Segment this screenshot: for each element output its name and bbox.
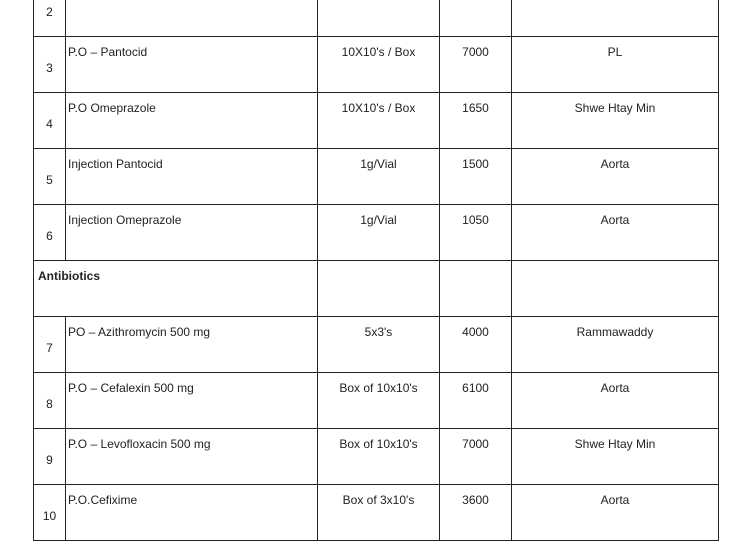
table-row xyxy=(34,429,719,485)
medicine-name xyxy=(66,0,318,37)
price: 1650 xyxy=(440,93,512,149)
row-number: 5 xyxy=(34,149,66,205)
row-number: 2 xyxy=(34,0,66,37)
pack-size: 1g/Vial xyxy=(318,205,440,261)
price: 1500 xyxy=(440,149,512,205)
table-row xyxy=(34,205,719,261)
supplier xyxy=(512,0,719,37)
table-row xyxy=(34,485,719,541)
empty-cell xyxy=(440,261,512,317)
row-number: 8 xyxy=(34,373,66,429)
row-number: 6 xyxy=(34,205,66,261)
table-row xyxy=(34,373,719,429)
section-title: Antibiotics xyxy=(34,261,318,317)
supplier: Shwe Htay Min xyxy=(512,429,719,485)
medicine-name: P.O – Levofloxacin 500 mg xyxy=(66,429,318,485)
row-number: 4 xyxy=(34,93,66,149)
medicine-name: P.O.Cefixime xyxy=(66,485,318,541)
pack-size: 10X10's / Box xyxy=(318,93,440,149)
row-number: 7 xyxy=(34,317,66,373)
pack-size: Box of 10x10's xyxy=(318,373,440,429)
price xyxy=(440,0,512,37)
medicine-name: P.O – Cefalexin 500 mg xyxy=(66,373,318,429)
row-number: 9 xyxy=(34,429,66,485)
supplier: Aorta xyxy=(512,373,719,429)
supplier: PL xyxy=(512,37,719,93)
medicine-name: Injection Omeprazole xyxy=(66,205,318,261)
price: 1050 xyxy=(440,205,512,261)
empty-cell xyxy=(318,261,440,317)
price: 7000 xyxy=(440,429,512,485)
pack-size xyxy=(318,0,440,37)
pack-size: 10X10's / Box xyxy=(318,37,440,93)
pack-size: 5x3's xyxy=(318,317,440,373)
section-row xyxy=(34,261,719,317)
pack-size: Box of 10x10's xyxy=(318,429,440,485)
pack-size: 1g/Vial xyxy=(318,149,440,205)
table-row xyxy=(34,37,719,93)
supplier: Aorta xyxy=(512,205,719,261)
row-number: 10 xyxy=(34,485,66,541)
price: 4000 xyxy=(440,317,512,373)
medicine-name: Injection Pantocid xyxy=(66,149,318,205)
supplier: Aorta xyxy=(512,149,719,205)
supplier: Shwe Htay Min xyxy=(512,93,719,149)
medicine-name: PO – Azithromycin 500 mg xyxy=(66,317,318,373)
price: 6100 xyxy=(440,373,512,429)
empty-cell xyxy=(512,261,719,317)
supplier: Rammawaddy xyxy=(512,317,719,373)
medicine-name: P.O – Pantocid xyxy=(66,37,318,93)
table-row xyxy=(34,93,719,149)
price: 7000 xyxy=(440,37,512,93)
medicine-name: P.O Omeprazole xyxy=(66,93,318,149)
table-row xyxy=(34,317,719,373)
table-row xyxy=(34,0,719,37)
row-number: 3 xyxy=(34,37,66,93)
supplier: Aorta xyxy=(512,485,719,541)
pack-size: Box of 3x10's xyxy=(318,485,440,541)
price: 3600 xyxy=(440,485,512,541)
table-row xyxy=(34,149,719,205)
